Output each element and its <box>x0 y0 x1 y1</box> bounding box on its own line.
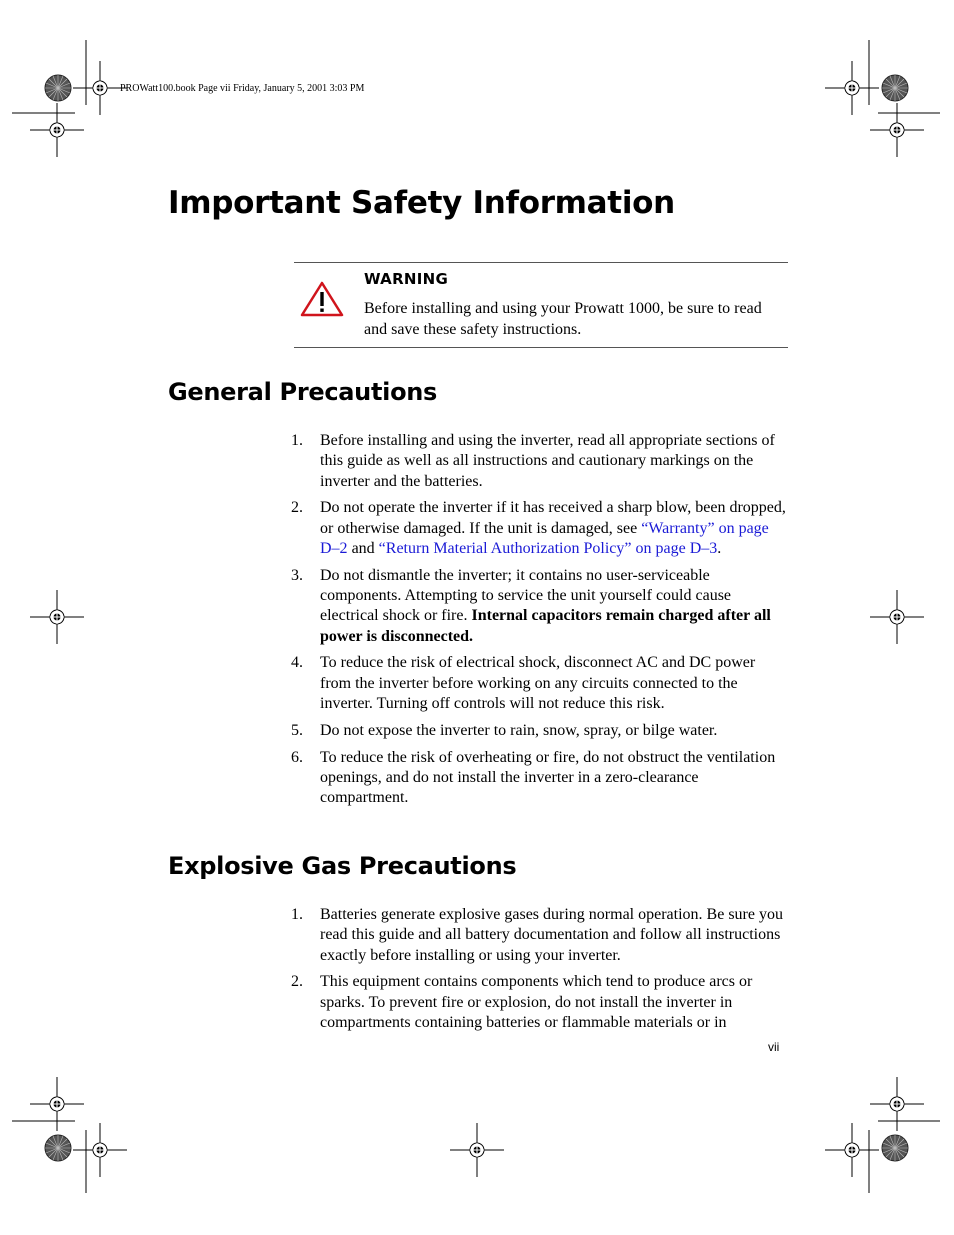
item-text: Batteries generate explosive gases during normal operation. Be sure you read this guide and all battery documentation and follow all instructions exactly before installing or using your inverter. <box>320 906 783 964</box>
list-item <box>291 431 788 492</box>
item-number: 5. <box>291 721 303 739</box>
item-text: Do not dismantle the inverter; it contains no user-serviceable components. Attempting to service the unit yourself could cause electrical shock or fire. <box>320 566 732 625</box>
general-precautions-heading: General Precautions <box>168 378 438 406</box>
list-item <box>291 566 788 647</box>
item-number: 2. <box>291 973 303 991</box>
item-text: . <box>717 539 722 557</box>
warranty-link[interactable]: “Warranty” on page D–2 <box>320 519 769 557</box>
warning-heading: WARNING <box>364 270 449 288</box>
item-text: Do not operate the inverter if it has received a sharp blow, been dropped, or otherwise damaged. If the unit is damaged, see <box>320 499 786 537</box>
item-number: 1. <box>291 906 303 923</box>
general-precautions-list <box>291 431 788 815</box>
item-number: 1. <box>291 432 303 449</box>
item-text: Do not expose the inverter to rain, snow, spray, or bilge water. <box>320 721 718 739</box>
explosive-gas-list <box>291 905 788 1040</box>
list-item <box>291 498 788 559</box>
list-item <box>291 653 788 714</box>
warning-box <box>294 262 788 348</box>
item-text: and <box>347 539 379 557</box>
explosive-gas-heading: Explosive Gas Precautions <box>168 852 517 880</box>
item-text: Before installing and using the inverter, read all appropriate sections of this guide as well as all instructions and cautionary markings on the inverter and the batteries. <box>320 432 775 490</box>
item-text: To reduce the risk of electrical shock, disconnect AC and DC power from the inverter before working on any circuits connected to the inverter. Turning off controls will not reduce this risk. <box>320 654 756 713</box>
book-info-header: PROWatt100.book Page vii Friday, January 5, 2001 3:03 PM <box>120 83 365 94</box>
item-number: 4. <box>291 654 303 672</box>
item-number: 3. <box>291 566 303 584</box>
item-text: This equipment contains components which tend to produce arcs or sparks. To prevent fire or explosion, do not install the inverter in compartments containing batteries or flammable materials or in <box>320 973 753 1031</box>
page-title: Important Safety Information <box>168 185 675 221</box>
item-bold-text: Internal capacitors remain charged after all power is disconnected. <box>320 607 771 645</box>
list-item <box>291 721 788 741</box>
item-number: 6. <box>291 748 303 766</box>
item-text: To reduce the risk of overheating or fire, do not obstruct the ventilation openings, and do not install the inverter in a zero-clearance compartment. <box>320 748 776 807</box>
rma-policy-link[interactable]: “Return Material Authorization Policy” on page D–3 <box>378 539 718 557</box>
warning-text: Before installing and using your Prowatt 1000, be sure to read and save these safety instructions. <box>364 300 762 338</box>
list-item <box>291 972 788 1033</box>
item-number: 2. <box>291 499 303 517</box>
page-number: vii <box>768 1040 780 1054</box>
list-item <box>291 905 788 966</box>
warning-triangle-icon <box>300 281 344 317</box>
list-item <box>291 748 788 809</box>
